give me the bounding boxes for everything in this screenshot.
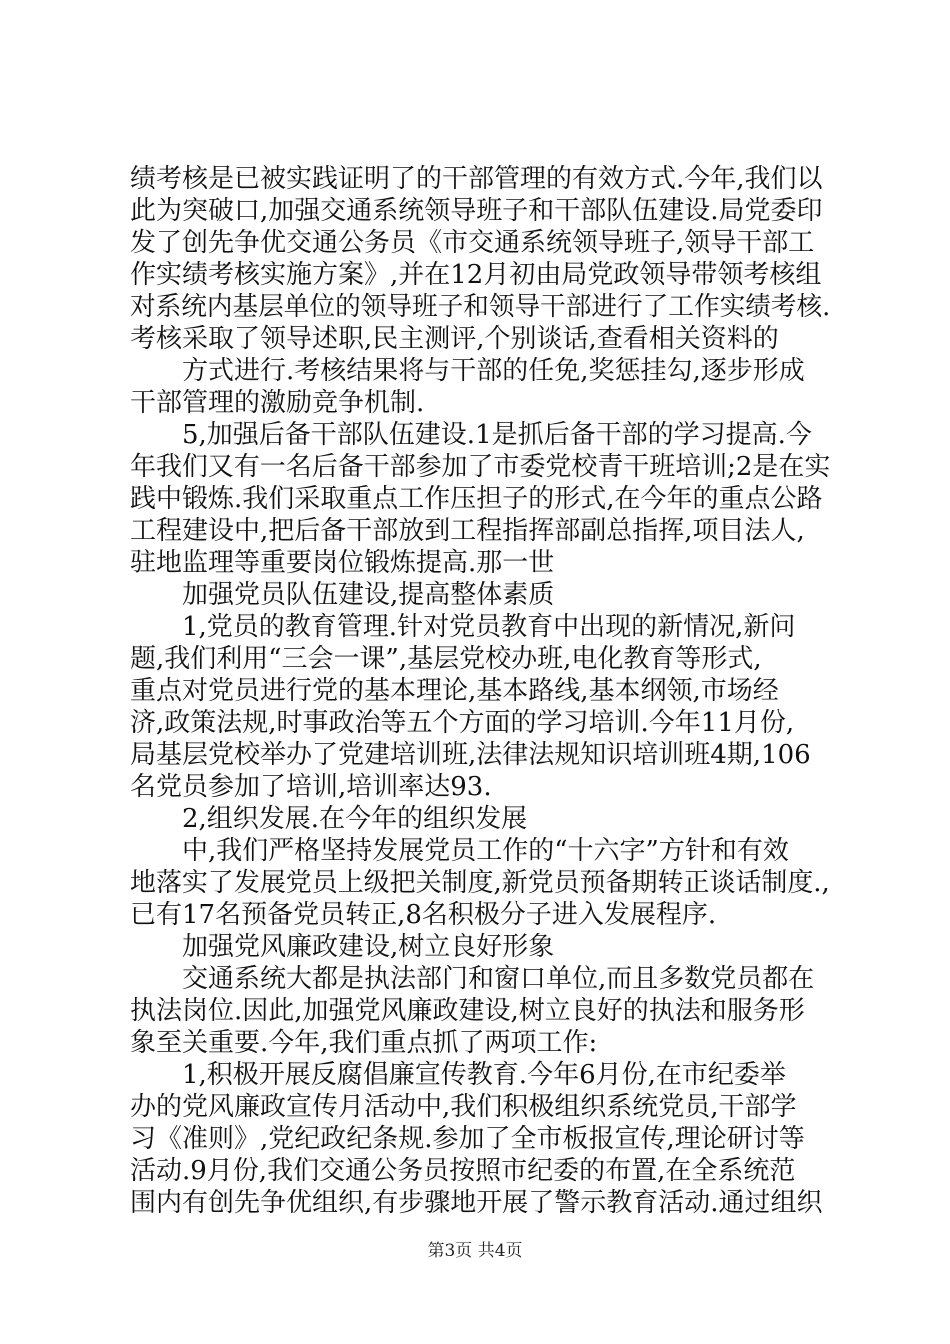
text-line: 作实绩考核实施方案》,并在12月初由局党政领导带领考核组 (130, 260, 822, 290)
text-line: 地落实了发展党员上级把关制度,新党员预备期转正谈话制度., (130, 868, 830, 898)
text-line: 绩考核是已被实践证明了的干部管理的有效方式.今年,我们以 (130, 164, 823, 194)
text-line: 发了创先争优交通公务员《市交通系统领导班子,领导干部工 (130, 228, 815, 258)
text-line: 践中锻炼.我们采取重点工作压担子的形式,在今年的重点公路 (130, 484, 823, 514)
text-line: 驻地监理等重要岗位锻炼提高.那一世 (130, 548, 555, 578)
text-line: 济,政策法规,时事政治等五个方面的学习培训.今年11月份, (130, 708, 795, 738)
text-line: 此为突破口,加强交通系统领导班子和干部队伍建设.局党委印 (130, 196, 823, 226)
text-line: 名党员参加了培训,培训率达93. (130, 772, 492, 802)
text-line: 象至关重要.今年,我们重点抓了两项工作: (130, 1028, 598, 1058)
text-line: 题,我们利用“三会一课”,基层党校办班,电化教育等形式, (130, 644, 762, 674)
text-line: 1,党员的教育管理.针对党员教育中出现的新情况,新问 (182, 612, 796, 642)
text-line: 干部管理的激励竞争机制. (130, 388, 425, 418)
text-line: 已有17名预备党员转正,8名积极分子进入发展程序. (130, 900, 717, 930)
page-footer: 第3页 共4页 (427, 1241, 523, 1261)
text-line: 交通系统大都是执法部门和窗口单位,而且多数党员都在 (182, 964, 815, 994)
text-line: 办的党风廉政宣传月活动中,我们积极组织系统党员,干部学 (130, 1092, 797, 1122)
text-line: 2,组织发展.在今年的组织发展 (182, 804, 528, 834)
text-line: 重点对党员进行党的基本理论,基本路线,基本纲领,市场经 (130, 676, 779, 706)
text-line: 活动.9月份,我们交通公务员按照市纪委的布置,在全系统范 (130, 1156, 796, 1186)
text-line: 5,加强后备干部队伍建设.1是抓后备干部的学习提高.今 (182, 420, 812, 450)
text-line: 考核采取了领导述职,民主测评,个别谈话,查看相关资料的 (130, 324, 779, 354)
text-line: 中,我们严格坚持发展党员工作的“十六字”方针和有效 (182, 836, 789, 866)
text-line: 加强党员队伍建设,提高整体素质 (182, 580, 555, 610)
text-line: 年我们又有一名后备干部参加了市委党校青干班培训;2是在实 (130, 452, 830, 482)
text-line: 1,积极开展反腐倡廉宣传教育.今年6月份,在市纪委举 (182, 1060, 786, 1090)
document-body (130, 163, 830, 1219)
text-line: 方式进行.考核结果将与干部的任免,奖惩挂勾,逐步形成 (182, 356, 805, 386)
text-line: 围内有创先争优组织,有步骤地开展了警示教育活动.通过组织 (130, 1188, 823, 1218)
text-line: 工程建设中,把后备干部放到工程指挥部副总指挥,项目法人, (130, 516, 805, 546)
text-line: 局基层党校举办了党建培训班,法律法规知识培训班4期,106 (130, 740, 811, 770)
text-line: 对系统内基层单位的领导班子和领导干部进行了工作实绩考核. (130, 292, 830, 322)
text-line: 执法岗位.因此,加强党风廉政建设,树立良好的执法和服务形 (130, 996, 805, 1026)
text-line: 习《准则》,党纪政纪条规.参加了全市板报宣传,理论研讨等 (130, 1124, 805, 1154)
text-line: 加强党风廉政建设,树立良好形象 (182, 932, 555, 962)
